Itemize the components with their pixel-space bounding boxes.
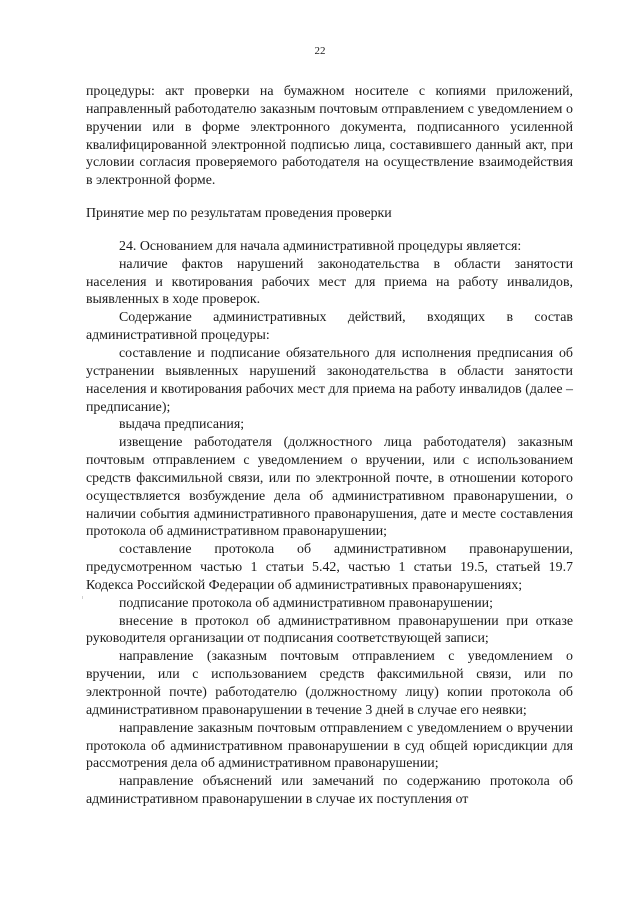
paragraph-refusal-entry: внесение в протокол об административном правонарушении при отказе руководителя организации от подписания соответствующей записи; — [86, 613, 573, 647]
paragraph-procedure-content: Содержание административных действий, входящих в состав административной процедуры: — [86, 310, 573, 344]
paragraph-violations-fact: наличие фактов нарушений законодательства в области занятости населения и квотирования рабочих мест для приема на работу инвалидов, выявленных в ходе проверок. — [86, 256, 573, 308]
paragraph-24-basis: 24. Основанием для начала административной процедуры является: — [119, 238, 522, 254]
section-heading: Принятие мер по результатам проведения проверки — [86, 206, 392, 222]
paragraph-protocol-drafting: составление протокола об административном правонарушении, предусмотренном частью 1 статьи 5.42, частью 1 статьи 19.5, статьей 19.7 Кодекса Российской Федерации об административных правонарушениях; — [86, 542, 573, 593]
continuation-paragraph: процедуры: акт проверки на бумажном носителе с копиями приложений, направленный работодателю заказным почтовым отправлением с уведомлением о вручении или в форме электронного документа, подписанного усиленной квалифицированной электронной подписью лица, составившего данный акт, при условии согласия проверяемого работодателя на осуществление взаимодействия в электронной форме. — [86, 84, 573, 189]
paragraph-objections: направление объяснений или замечаний по содержанию протокола об административном правонарушении в случае их поступления от — [86, 774, 573, 808]
page-number: 22 — [314, 45, 326, 57]
paragraph-protocol-signing: подписание протокола об административном правонарушении; — [119, 595, 493, 611]
scan-mark — [82, 596, 83, 599]
paragraph-employer-notice: извещение работодателя (должностного лица работодателя) заказным почтовым отправлением с уведомлением о вручении, или с использованием средств факсимильной связи, или по электронной почте, в отношении которого осуществляется возбуждение дела об административном правонарушении, о наличии события административного правонарушения, дате и месте составления протокола об административном правонарушении; — [86, 435, 573, 540]
document-body — [86, 83, 573, 809]
paragraph-protocol-copy: направление (заказным почтовым отправлением с уведомлением о вручении, или с использованием средств факсимильной связи, или по электронной почте) работодателю (должностному лицу) копии протокола об административном правонарушении в течение 3 дней в случае его неявки; — [86, 649, 573, 718]
paragraph-order-preparation: составление и подписание обязательного для исполнения предписания об устранении выявленных нарушений законодательства в области занятости населения и квотирования рабочих мест для приема на работу инвалидов (далее – предписание); — [86, 345, 573, 415]
paragraph-court-referral: направление заказным почтовым отправлением с уведомлением о вручении протокола об административном правонарушении в суд общей юрисдикции для рассмотрения дела об административном правонарушении; — [86, 720, 573, 772]
paragraph-order-issue: выдача предписания; — [119, 417, 245, 433]
